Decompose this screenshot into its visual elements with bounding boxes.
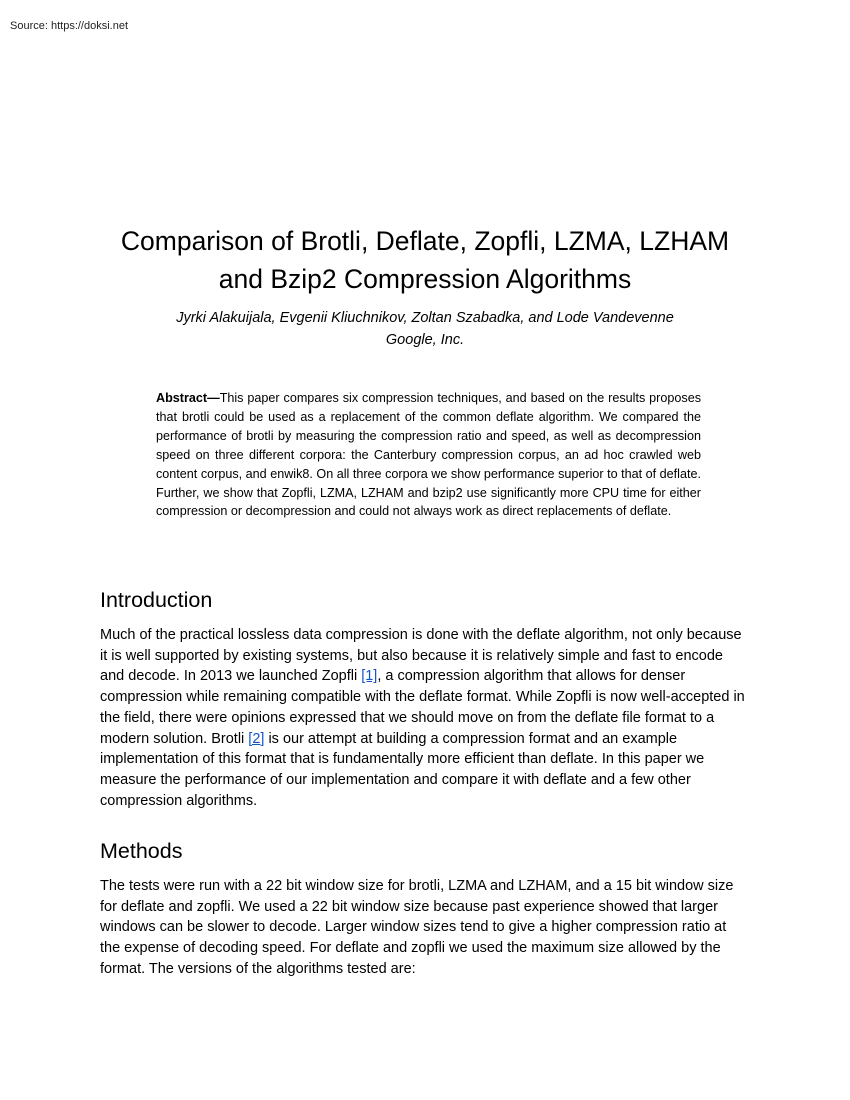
introduction-paragraph	[100, 625, 750, 811]
author-affiliation: Google, Inc.	[385, 332, 465, 348]
title-line-2: and Bzip2 Compression Algorithms	[218, 264, 632, 294]
introduction-text-3: is our attempt at building a compression format and an example implementation of this format that is fundamentally more efficient than deflate. In this paper we measure the performance of our implementation and compare it with deflate and a few other compression algorithms.	[100, 730, 705, 809]
introduction-text-1: Much of the practical lossless data compression is done with the deflate algorithm, not only because it is well supported by existing systems, but also because it is relatively simple and fast to encode and decode. In 2013 we launched Zopfli	[100, 627, 742, 685]
paper-title	[60, 222, 790, 298]
abstract	[156, 389, 701, 521]
methods-paragraph: The tests were run with a 22 bit window size for brotli, LZMA and LZHAM, and a 15 bit window size for deflate and zopfli. We used a 22 bit window size because past experience showed that larger windows can be slower to decode. Larger window sizes tend to give a higher compression ratio at the expense of decoding speed. For deflate and zopfli we used the maximum size allowed by the format. The versions of the algorithms tested are:	[100, 878, 734, 977]
reference-link-1[interactable]: [1]	[361, 668, 378, 685]
title-line-1: Comparison of Brotli, Deflate, Zopfli, LZMA, LZHAM	[120, 226, 730, 256]
author-names: Jyrki Alakuijala, Evgenii Kliuchnikov, Zoltan Szabadka, and Lode Vandevenne	[176, 310, 674, 326]
introduction-text-2: , a compression algorithm that allows for denser compression while remaining compatible with the deflate format. While Zopfli is now well-accepted in the field, there were opinions expressed that we should move on from the deflate file format to a modern solution. Brotli	[100, 668, 745, 747]
methods-heading: Methods	[100, 839, 183, 863]
abstract-label: Abstract—	[156, 391, 220, 405]
reference-link-2[interactable]: [2]	[248, 730, 265, 747]
author-block	[60, 307, 790, 351]
introduction-heading: Introduction	[100, 588, 213, 612]
source-note: Source: https://doksi.net	[10, 20, 129, 32]
abstract-text: This paper compares six compression techniques, and based on the results proposes that brotli could be used as a replacement of the common deflate algorithm. We compared the performance of brotli by measuring the compression ratio and speed, as well as decompression speed on three different corpora: the Canterbury compression corpus, an ad hoc crawled web content corpus, and enwik8. On all three corpora we show performance superior to that of deflate. Further, we show that Zopfli, LZMA, LZHAM and bzip2 use significantly more CPU time for either compression or decompression and could not always work as direct replacements of deflate.	[156, 391, 701, 519]
